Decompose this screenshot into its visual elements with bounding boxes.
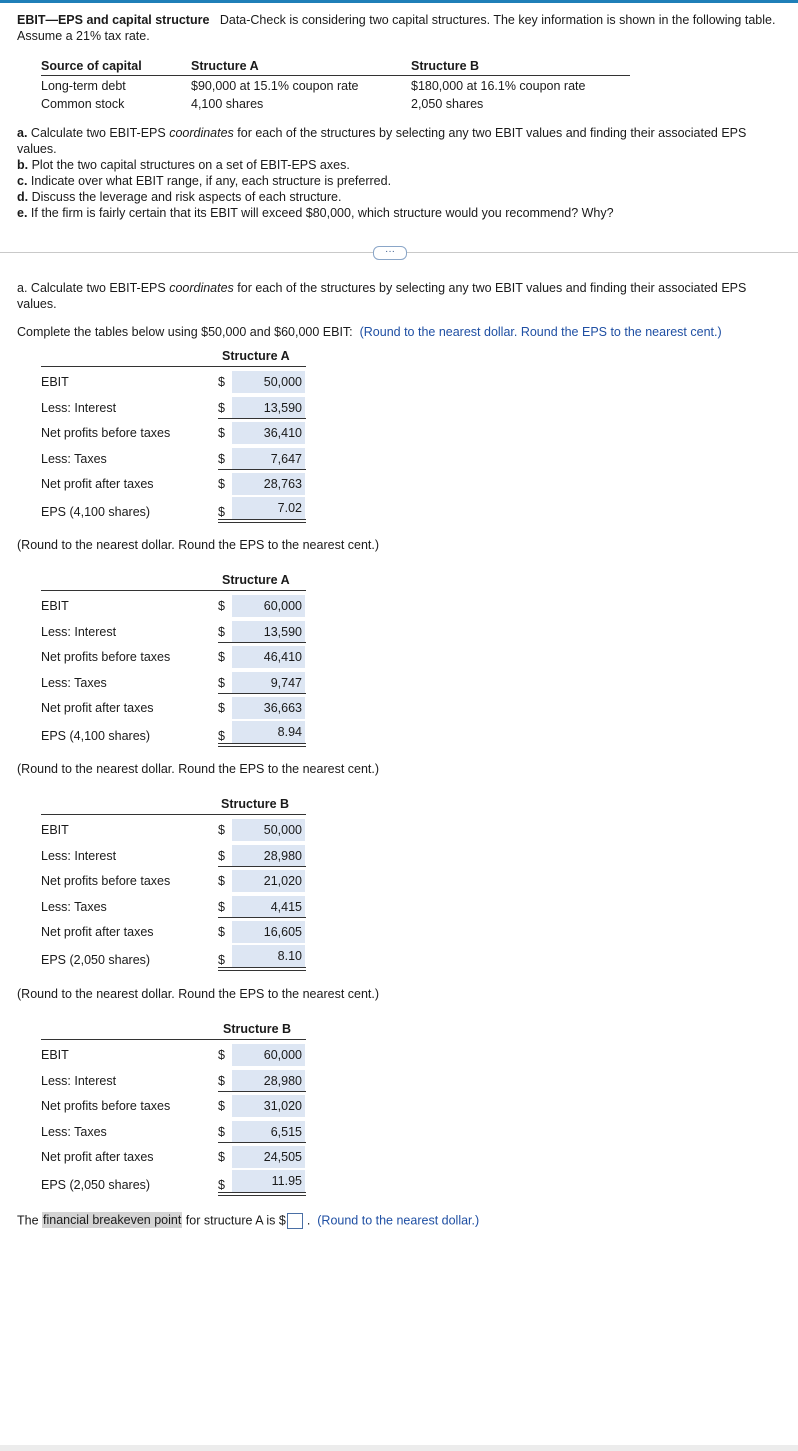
expand-more-button[interactable]: ··· [373,246,407,260]
bottom-bar [0,1445,798,1451]
value-field[interactable]: 4,415 [232,896,305,918]
value-field[interactable]: 24,505 [232,1146,305,1168]
table-row: EBIT $ 60,000 [41,1046,311,1066]
part-a: a. Calculate two EBIT-EPS coordinates for each of the structures by selecting any two EBIT values and finding their associated EPS values. [17,126,747,156]
value-field[interactable]: 13,590 [232,621,305,643]
table-row: Less: Taxes $ 9,747 [41,674,311,694]
value-field[interactable]: 31,020 [232,1095,305,1117]
problem-intro [17,12,782,44]
table-row: Less: Interest $ 28,980 [41,847,311,867]
part-b: b. Plot the two capital structures on a set of EBIT-EPS axes. [17,158,350,172]
part-e: e. If the firm is fairly certain that its EBIT will exceed $80,000, which structure would you recommend? Why? [17,206,614,220]
table-row: Less: Taxes $ 7,647 [41,450,311,470]
breakeven-round-note: (Round to the nearest dollar.) [317,1213,480,1228]
table-title-rule [41,1039,306,1040]
source-cell: Long-term debt [41,79,126,93]
table-row: Net profits before taxes $ 36,410 [41,424,311,444]
table-row: EBIT $ 50,000 [41,373,311,393]
source-cell: Common stock [41,97,125,111]
value-field[interactable]: 9,747 [232,672,305,694]
value-field[interactable]: 11.95 [232,1170,305,1192]
source-cell: 4,100 shares [191,97,264,111]
value-field[interactable]: 60,000 [232,1044,305,1066]
table-title: Structure B [221,797,290,811]
table-row: Net profits before taxes $ 31,020 [41,1097,311,1117]
source-header-structure-a: Structure A [191,59,259,73]
value-field[interactable]: 28,980 [232,845,305,867]
table-row: Net profits before taxes $ 21,020 [41,872,311,892]
table-row: Net profit after taxes $ 28,763 [41,475,311,495]
value-field[interactable]: 50,000 [232,819,305,841]
value-field[interactable]: 46,410 [232,646,305,668]
table-row: Less: Interest $ 13,590 [41,399,311,419]
source-header-rule [41,75,630,76]
value-field[interactable]: 13,590 [232,397,305,419]
breakeven-question: The financial breakeven point for structure A is $ . (Round to the nearest dollar.) [17,1213,480,1228]
problem-title: EBIT—EPS and capital structure [17,13,210,27]
source-cell: $180,000 at 16.1% coupon rate [411,79,586,93]
table-title-rule [41,590,306,591]
value-field[interactable]: 60,000 [232,595,305,617]
value-field[interactable]: 36,410 [232,422,305,444]
table-row: EBIT $ 60,000 [41,597,311,617]
source-cell: $90,000 at 15.1% coupon rate [191,79,359,93]
table-row: Less: Interest $ 28,980 [41,1072,311,1092]
answer-part-a: a. Calculate two EBIT-EPS coordinates for each of the structures by selecting any two EBIT values and finding their associated EPS values. [17,281,747,311]
value-field[interactable]: 21,020 [232,870,305,892]
instruction: Complete the tables below using $50,000 and $60,000 EBIT: (Round to the nearest dollar. Round the EPS to the nearest cent.) [17,325,722,339]
value-field[interactable]: 7,647 [232,448,305,470]
source-header-structure-b: Structure B [411,59,480,73]
table-row: Less: Taxes $ 6,515 [41,1123,311,1143]
value-field[interactable]: 28,763 [232,473,305,495]
value-field[interactable]: 7.02 [232,497,305,519]
value-field[interactable]: 36,663 [232,697,305,719]
value-field[interactable]: 6,515 [232,1121,305,1143]
table-row: EPS (4,100 shares) $ 7.02 [41,503,311,523]
problem-text: Data-Check is considering two capital structures. The key information is shown in the following table. Assume a 21% tax rate. [17,13,776,43]
table-row: Less: Taxes $ 4,415 [41,898,311,918]
value-field[interactable]: 28,980 [232,1070,305,1092]
table-row: Net profit after taxes $ 24,505 [41,1148,311,1168]
value-field[interactable]: 50,000 [232,371,305,393]
table-row: Less: Interest $ 13,590 [41,623,311,643]
source-header-capital: Source of capital [41,59,142,73]
table-title: Structure B [223,1022,292,1036]
table-row: EPS (2,050 shares) $ 8.10 [41,951,311,971]
round-note: (Round to the nearest dollar. Round the EPS to the nearest cent.) [17,987,380,1001]
value-field[interactable]: 8.94 [232,721,305,743]
top-accent-bar [0,0,798,3]
table-row: EPS (4,100 shares) $ 8.94 [41,727,311,747]
breakeven-term-link[interactable]: financial breakeven point [43,1213,182,1228]
table-title: Structure A [222,349,290,363]
table-title-rule [41,366,306,367]
part-c: c. Indicate over what EBIT range, if any, each structure is preferred. [17,174,392,188]
breakeven-input[interactable] [287,1213,303,1229]
table-title: Structure A [222,573,290,587]
part-d: d. Discuss the leverage and risk aspects of each structure. [17,190,342,204]
round-note: (Round to the nearest dollar. Round the EPS to the nearest cent.) [17,538,380,552]
value-field[interactable]: 16,605 [232,921,305,943]
table-row: Net profits before taxes $ 46,410 [41,648,311,668]
value-field[interactable]: 8.10 [232,945,305,967]
problem-parts [17,125,782,221]
round-instruction: (Round to the nearest dollar. Round the EPS to the nearest cent.) [359,325,722,339]
table-row: Net profit after taxes $ 36,663 [41,699,311,719]
table-row: EBIT $ 50,000 [41,821,311,841]
table-title-rule [41,814,306,815]
source-cell: 2,050 shares [411,97,484,111]
round-note: (Round to the nearest dollar. Round the EPS to the nearest cent.) [17,762,380,776]
table-row: Net profit after taxes $ 16,605 [41,923,311,943]
table-row: EPS (2,050 shares) $ 11.95 [41,1176,311,1196]
